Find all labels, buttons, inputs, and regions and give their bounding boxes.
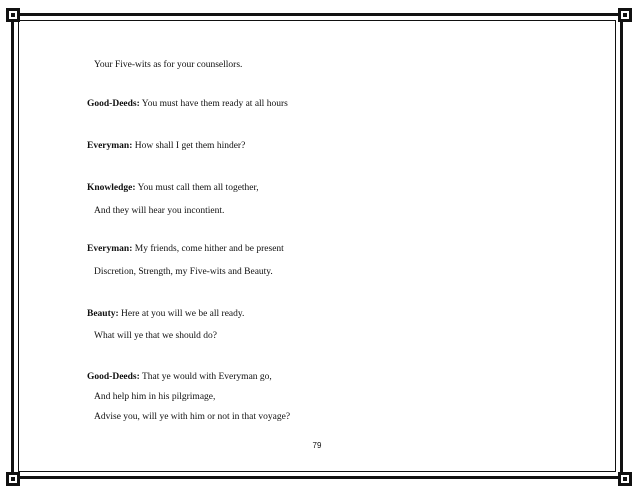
speaker-name: Everyman: bbox=[87, 141, 133, 151]
corner-ornament-bottom-left bbox=[6, 472, 20, 486]
text-line bbox=[94, 205, 224, 217]
line-text: You must call them all together, bbox=[135, 183, 259, 193]
speaker-name: Knowledge: bbox=[87, 183, 136, 193]
dialogue-line bbox=[87, 243, 284, 255]
dialogue-line bbox=[87, 98, 288, 110]
dialogue-line bbox=[87, 371, 272, 383]
dialogue-line bbox=[87, 182, 259, 194]
speaker-name: Beauty: bbox=[87, 309, 119, 319]
speaker-name: Good-Deeds: bbox=[87, 99, 140, 109]
corner-ornament-top-left bbox=[6, 8, 20, 22]
line-text: You must have them ready at all hours bbox=[139, 99, 288, 109]
line-text: How shall I get them hinder? bbox=[132, 141, 246, 151]
speaker-name: Everyman: bbox=[87, 244, 133, 254]
corner-ornament-top-right bbox=[618, 8, 632, 22]
page-number bbox=[0, 441, 638, 450]
page-number-text: 79 bbox=[312, 441, 322, 450]
line-text: What will ye that we should do? bbox=[94, 331, 217, 341]
text-line bbox=[94, 330, 217, 342]
line-text: Advise you, will ye with him or not in that voyage? bbox=[94, 412, 291, 422]
corner-ornament-bottom-right bbox=[618, 472, 632, 486]
text-line bbox=[94, 391, 215, 403]
line-text: And help him in his pilgrimage, bbox=[94, 392, 216, 402]
dialogue-line bbox=[87, 140, 245, 152]
text-line bbox=[94, 411, 290, 423]
line-text: And they will hear you incontient. bbox=[94, 206, 225, 216]
line-text: Here at you will we be all ready. bbox=[118, 309, 245, 319]
dialogue-line bbox=[87, 308, 244, 320]
line-text: That ye would with Everyman go, bbox=[139, 372, 272, 382]
text-line bbox=[94, 59, 242, 71]
line-text: My friends, come hither and be present bbox=[132, 244, 284, 254]
line-text: Discretion, Strength, my Five-wits and Beauty. bbox=[94, 267, 273, 277]
speaker-name: Good-Deeds: bbox=[87, 372, 140, 382]
line-text: Your Five-wits as for your counsellors. bbox=[94, 60, 243, 70]
text-line bbox=[94, 266, 273, 278]
